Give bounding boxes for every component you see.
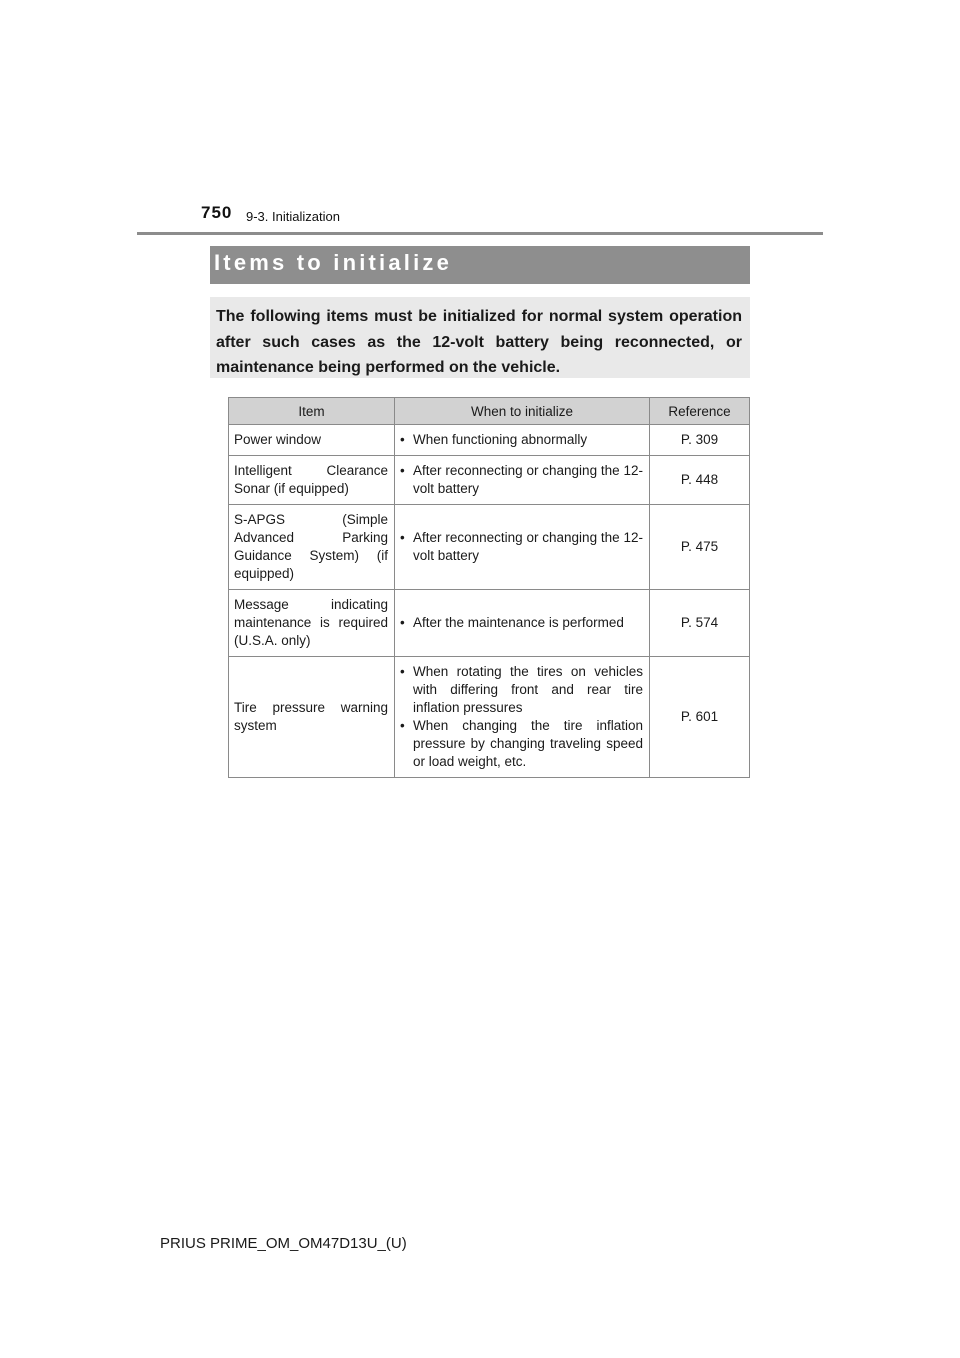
item-cell: Power window	[229, 425, 395, 456]
item-cell: S-APGS (Simple Advanced Parking Guidance System) (if equipped)	[229, 505, 395, 590]
intro-text: The following items must be initialized for normal system operation after such cases as the 12-volt battery being reconnected, or maintenance being performed on the vehicle.	[216, 308, 742, 376]
initialize-table	[228, 397, 750, 778]
page-title: Items to initialize	[214, 250, 453, 275]
column-header-reference: Reference	[650, 398, 750, 425]
when-cell	[395, 456, 650, 505]
reference-cell: P. 601	[650, 657, 750, 778]
footer-document-code: PRIUS PRIME_OM_OM47D13U_(U)	[160, 1235, 407, 1252]
when-cell	[395, 590, 650, 657]
when-bullet: • When changing the tire inflation pressure by changing traveling speed or load weight, etc.	[400, 717, 643, 771]
table-row	[229, 590, 750, 657]
when-cell	[395, 657, 650, 778]
when-bullet: • When rotating the tires on vehicles with differing front and rear tire inflation pressures	[400, 663, 643, 717]
reference-cell: P. 448	[650, 456, 750, 505]
when-bullet: • After the maintenance is performed	[400, 614, 643, 632]
table-row	[229, 456, 750, 505]
item-cell: Message indicating maintenance is required (U.S.A. only)	[229, 590, 395, 657]
reference-cell: P. 574	[650, 590, 750, 657]
column-header-item: Item	[229, 398, 395, 425]
reference-cell: P. 475	[650, 505, 750, 590]
title-bar	[210, 246, 750, 284]
when-bullet: • When functioning abnormally	[400, 431, 643, 449]
table-row	[229, 505, 750, 590]
when-bullet: • After reconnecting or changing the 12-volt battery	[400, 529, 643, 565]
table-row	[229, 425, 750, 456]
when-cell	[395, 505, 650, 590]
table-header-row	[229, 398, 750, 425]
page-number: 750	[201, 203, 233, 222]
header-rule	[137, 232, 823, 235]
when-cell	[395, 425, 650, 456]
reference-cell: P. 309	[650, 425, 750, 456]
section-label: 9-3. Initialization	[246, 209, 340, 224]
intro-box	[210, 297, 750, 378]
item-cell: Intelligent Clearance Sonar (if equipped)	[229, 456, 395, 505]
item-cell: Tire pressure warning system	[229, 657, 395, 778]
table-row	[229, 657, 750, 778]
column-header-when: When to initialize	[395, 398, 650, 425]
when-bullet: • After reconnecting or changing the 12-volt battery	[400, 462, 643, 498]
